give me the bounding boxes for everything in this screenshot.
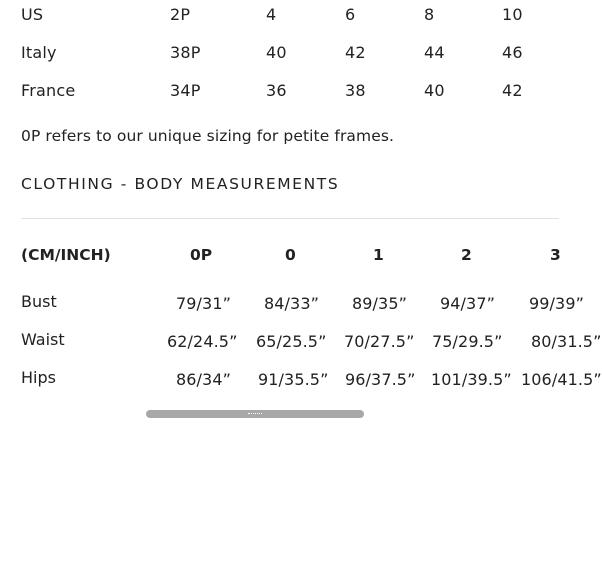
table-cell: 75/29.5” [432, 332, 503, 351]
column-header: 1 [373, 246, 384, 264]
size-cell: 4 [266, 5, 277, 24]
section-divider [21, 218, 559, 219]
table-cell: 65/25.5” [256, 332, 327, 351]
table-cell: 89/35” [352, 294, 407, 313]
column-header: 0 [285, 246, 296, 264]
size-cell: 42 [502, 81, 523, 100]
table-cell: 106/41.5” [521, 370, 602, 389]
scrollbar-grip-icon [248, 413, 262, 416]
row-label: US [21, 5, 44, 24]
unit-header: (CM/INCH) [21, 246, 111, 264]
size-cell: 46 [502, 43, 523, 62]
size-cell: 36 [266, 81, 287, 100]
table-cell: 80/31.5” [531, 332, 602, 351]
table-cell: 96/37.5” [345, 370, 416, 389]
size-cell: 38 [345, 81, 366, 100]
table-cell: 99/39” [529, 294, 584, 313]
size-cell: 40 [266, 43, 287, 62]
table-cell: 84/33” [264, 294, 319, 313]
size-cell: 10 [502, 5, 523, 24]
table-cell: 101/39.5” [431, 370, 512, 389]
size-cell: 40 [424, 81, 445, 100]
table-cell: 86/34” [176, 370, 231, 389]
size-cell: 38P [170, 43, 201, 62]
size-cell: 6 [345, 5, 356, 24]
table-cell: 91/35.5” [258, 370, 329, 389]
size-cell: 42 [345, 43, 366, 62]
row-label: France [21, 81, 76, 100]
row-label: Bust [21, 292, 57, 311]
table-cell: 62/24.5” [167, 332, 238, 351]
column-header: 2 [461, 246, 472, 264]
column-header: 3 [550, 246, 561, 264]
row-label: Hips [21, 368, 56, 387]
size-cell: 8 [424, 5, 435, 24]
section-title: CLOTHING - BODY MEASUREMENTS [21, 175, 340, 193]
table-cell: 70/27.5” [344, 332, 415, 351]
measurements-table-scroll-area[interactable] [0, 230, 602, 405]
row-label: Italy [21, 43, 57, 62]
column-header: 0P [190, 246, 213, 264]
row-label: Waist [21, 330, 65, 349]
size-cell: 34P [170, 81, 201, 100]
horizontal-scrollbar[interactable] [146, 410, 364, 418]
size-cell: 44 [424, 43, 445, 62]
petite-sizing-note: 0P refers to our unique sizing for petite frames. [21, 127, 395, 145]
table-cell: 79/31” [176, 294, 231, 313]
table-cell: 94/37” [440, 294, 495, 313]
size-cell: 2P [170, 5, 191, 24]
